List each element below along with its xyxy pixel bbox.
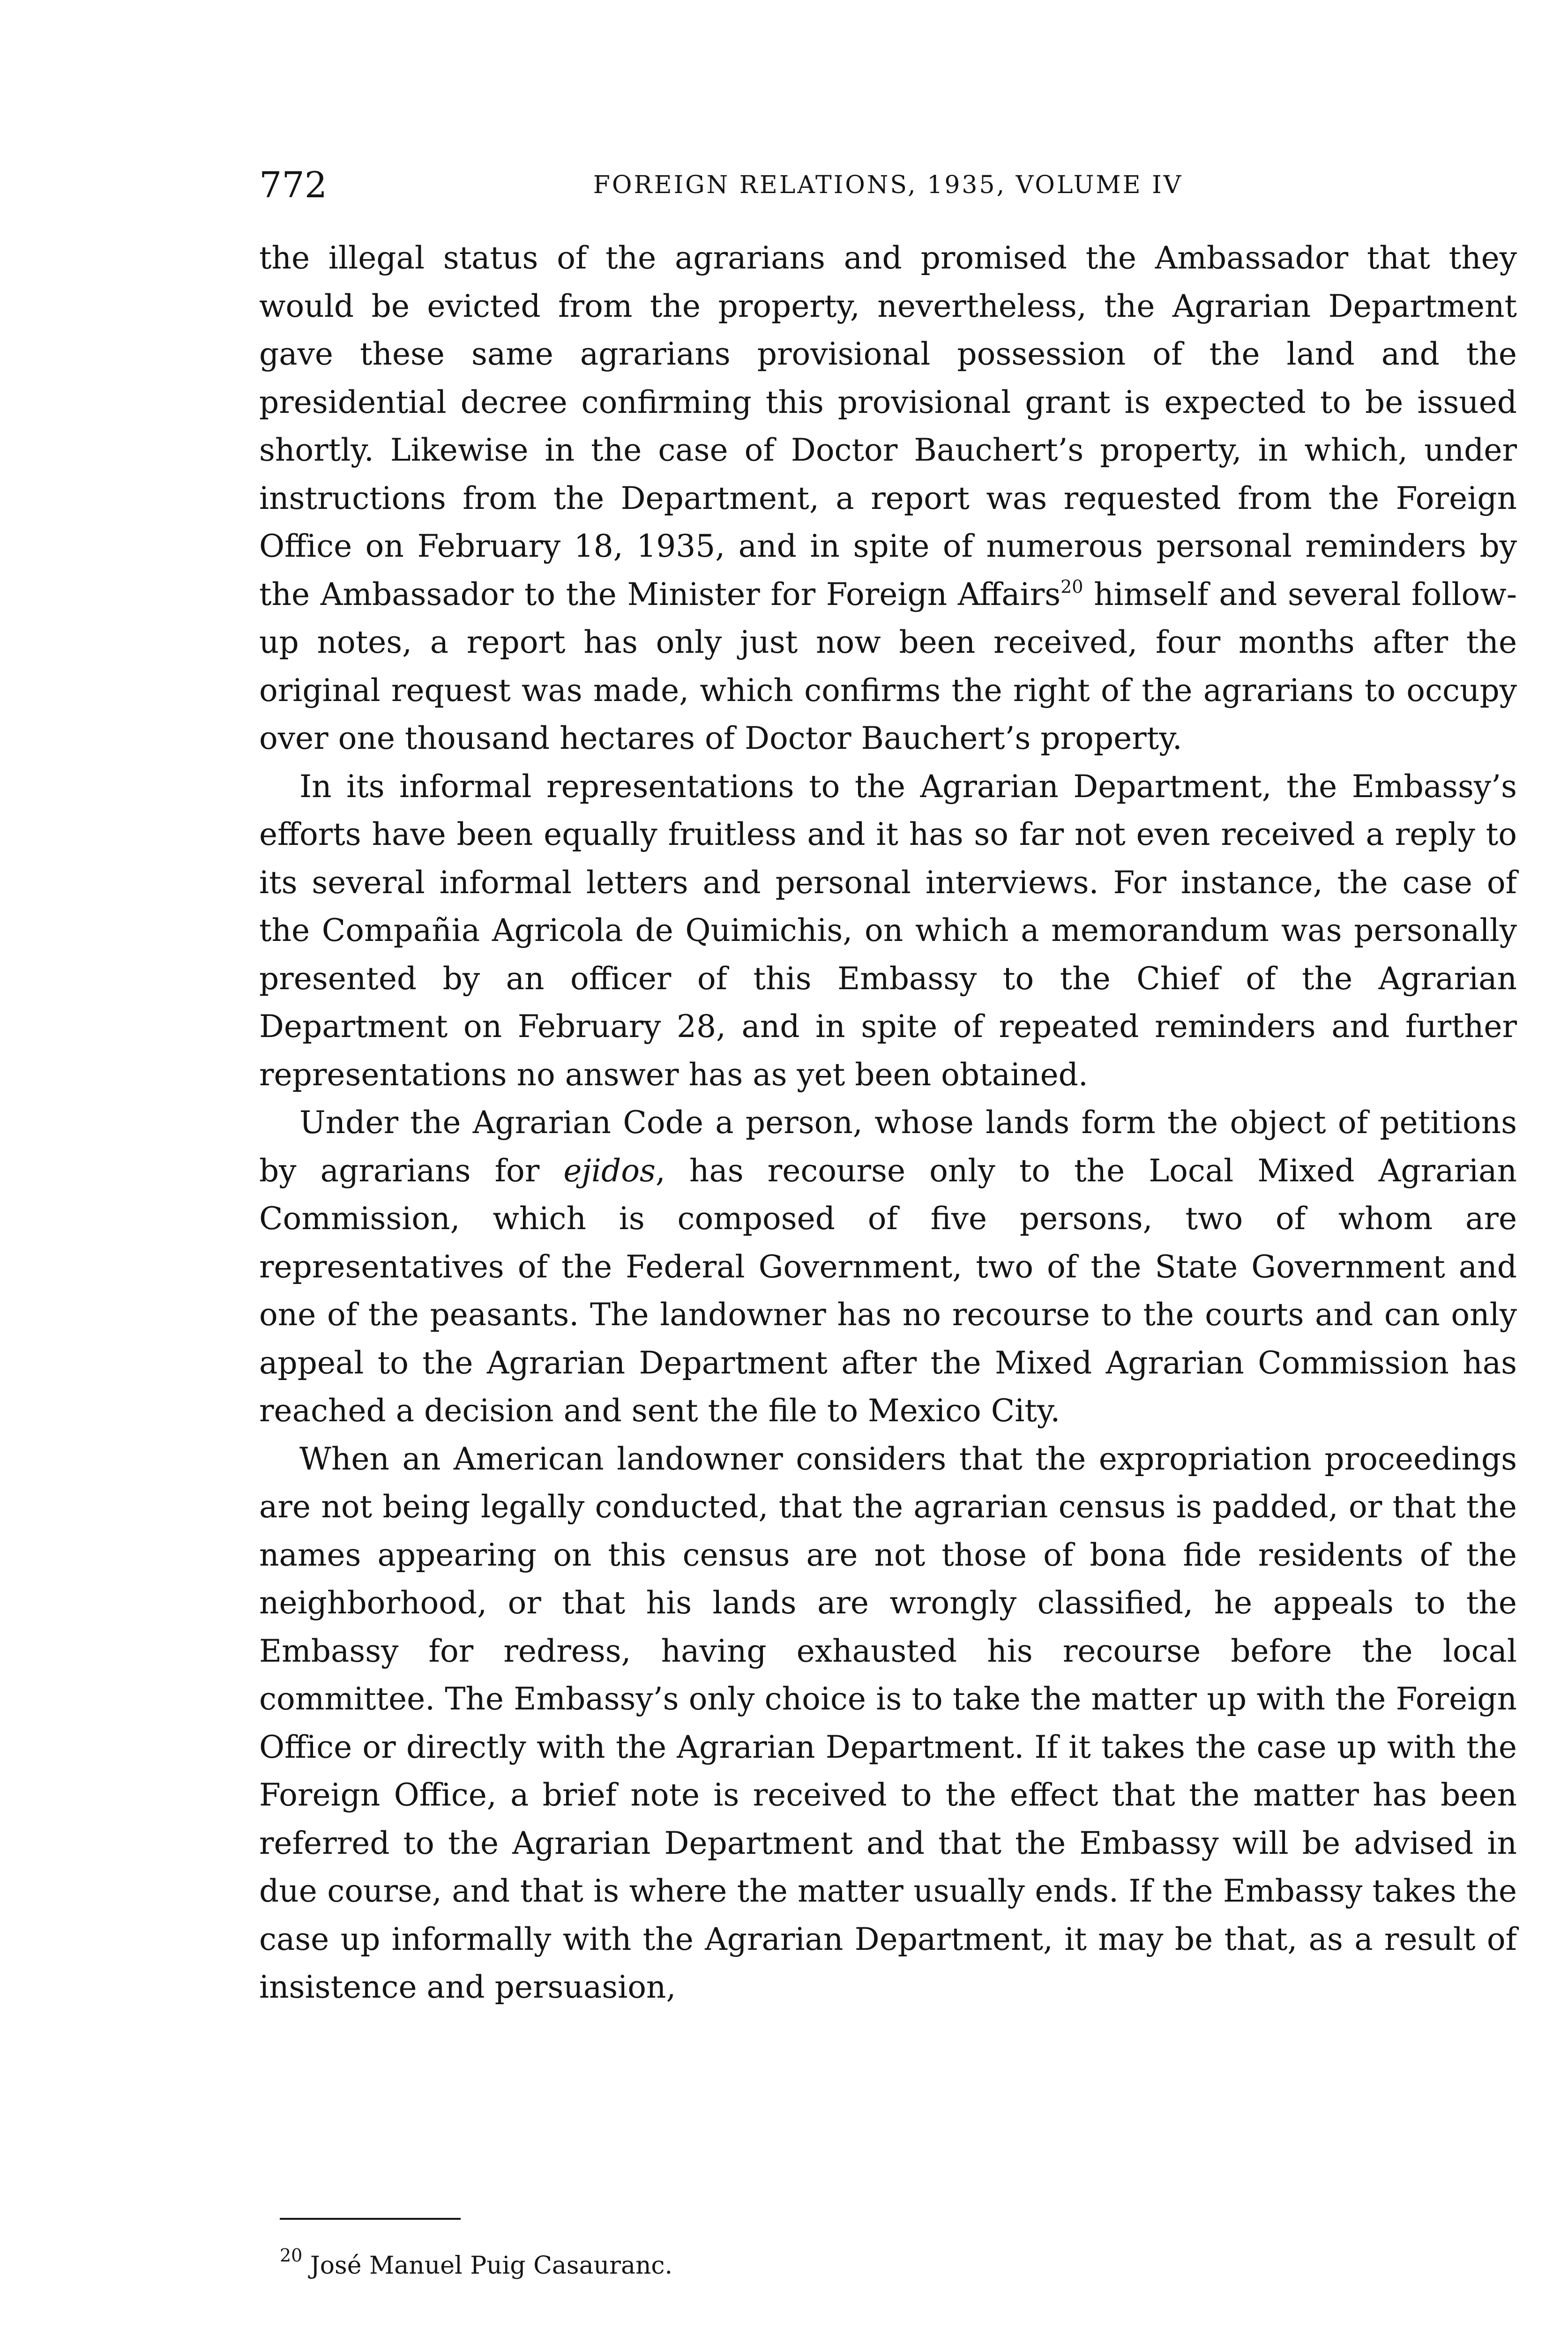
- footnote-reference: 20: [1060, 576, 1083, 597]
- paragraph-text: himself and several follow-up notes, a report has only just now been received, four months after the original request was made, which confirms the right of the agrarians to occupy over one thousand hectares of Doctor Bauchert’s property.: [259, 576, 1517, 756]
- footnote-divider: [280, 2218, 461, 2220]
- paragraph: In its informal representations to the Agrarian Department, the Embassy’s efforts have been equally fruitless and it has so far not even received a reply to its several informal letters and personal interviews. For instance, the case of the Compañia Agricola de Quimichis, on which a memorandum was personally presented by an officer of this Embassy to the Chief of the Agrarian Department on February 28, and in spite of repeated reminders and further representations no answer has as yet been obtained.: [259, 768, 1517, 1093]
- paragraph-text: Under the Agrarian Code a person, whose lands form the object of petitions by agrarians for: [259, 1104, 1517, 1189]
- footnote: [280, 2245, 1498, 2287]
- running-title: FOREIGN RELATIONS, 1935, VOLUME IV: [593, 171, 1183, 199]
- italic-term: ejidos: [563, 1152, 656, 1189]
- paragraph: When an American landowner considers that the expropriation proceedings are not being legally conducted, that the agrarian census is padded, or that the names appearing on this census are not those of bona fide residents of the neighborhood, or that his lands are wrongly classified, he appeals to the Embassy for redress, having exhausted his recourse before the local committee. The Embassy’s only choice is to take the matter up with the Foreign Office or directly with the Agrarian Department. If it takes the case up with the Foreign Office, a brief note is received to the effect that the matter has been referred to the Agrarian Department and that the Embassy will be advised in due course, and that is where the matter usually ends. If the Embassy takes the case up informally with the Agrarian Department, it may be that, as a result of insistence and persuasion,: [259, 1440, 1517, 2005]
- paragraph-continued: [259, 234, 1517, 763]
- page-header: [259, 159, 1517, 211]
- footnote-text: José Manuel Puig Casauranc.: [310, 2252, 673, 2280]
- paragraph-text: the illegal status of the agrarians and promised the Ambassador that they would be evicted from the property, nevertheless, the Agrarian Department gave these same agrarians provisional possession of the land and the presidential decree confirming this provisional grant is expected to be issued shortly. Likewise in the case of Doctor Bauchert’s property, in which, under instructions from the Department, a report was requested from the Foreign Office on February 18, 1935, and in spite of numerous personal reminders by the Ambassador to the Minister for Foreign Affairs: [259, 240, 1517, 612]
- paragraph-text: , has recourse only to the Local Mixed Agrarian Commission, which is composed of five persons, two of whom are representatives of the Federal Government, two of the State Government and one of the peasants. The landowner has no recourse to the courts and can only appeal to the Agrarian Department after the Mixed Agrarian Commission has reached a decision and sent the file to Mexico City.: [259, 1152, 1517, 1429]
- page-number: 772: [259, 164, 328, 206]
- body-text: [259, 234, 1517, 2012]
- footnote-number: 20: [280, 2245, 303, 2266]
- paragraph: [259, 1099, 1517, 1435]
